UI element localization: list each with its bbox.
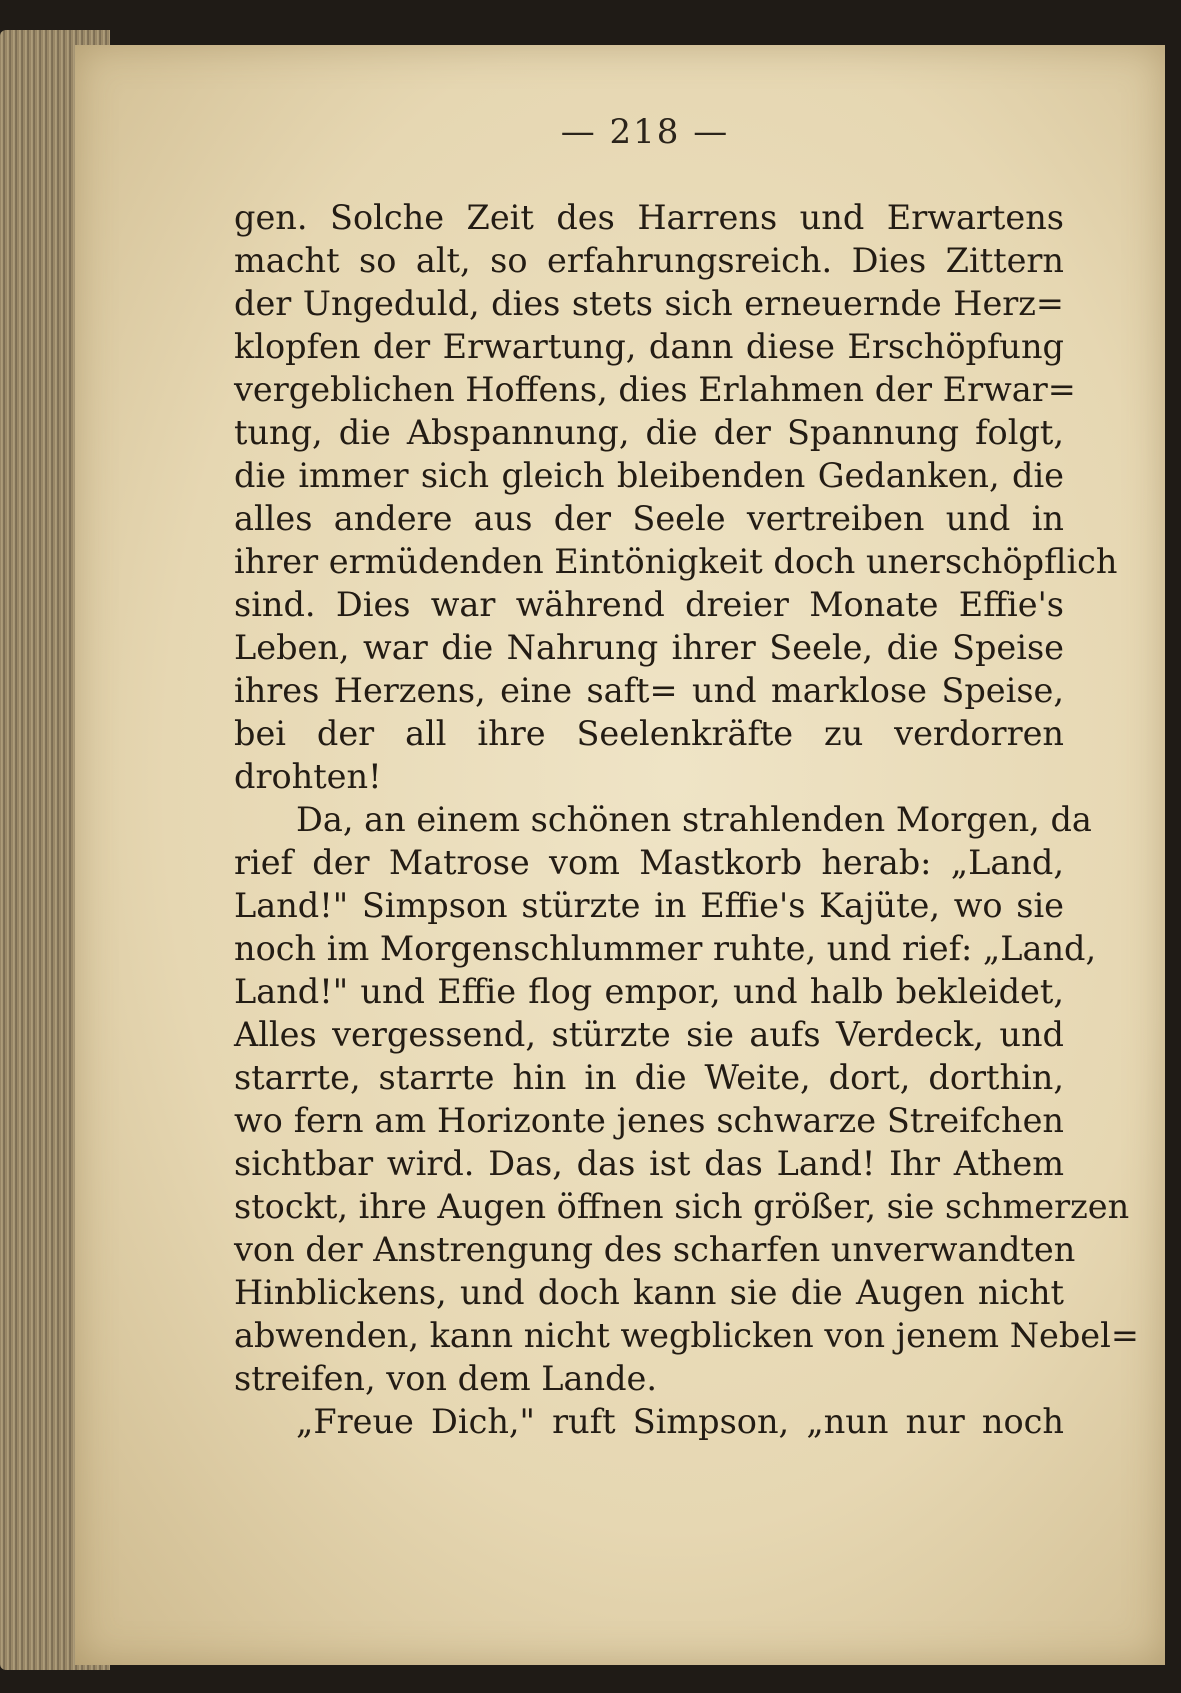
text-line: macht so alt, so erfahrungsreich. Dies Zittern: [234, 241, 1064, 280]
text-line: noch im Morgenschlummer ruhte, und rief: „Land,: [234, 929, 1097, 968]
text-line: „Freue Dich," ruft Simpson, „nun nur noch: [296, 1402, 1064, 1441]
text-line: alles andere aus der Seele vertreiben und in: [234, 499, 1064, 538]
body-text: [234, 196, 1139, 1443]
text-line: von der Anstrengung des scharfen unverwandten: [234, 1230, 1076, 1269]
text-line: Leben, war die Nahrung ihrer Seele, die Speise: [234, 628, 1064, 667]
text-line: der Ungeduld, dies stets sich erneuernde Herz=: [234, 284, 1064, 323]
text-line: wo fern am Horizonte jenes schwarze Streifchen: [234, 1101, 1064, 1140]
text-line: klopfen der Erwartung, dann diese Erschöpfung: [234, 327, 1064, 366]
text-line: Land!" Simpson stürzte in Effie's Kajüte, wo sie: [234, 886, 1064, 925]
text-line: gen. Solche Zeit des Harrens und Erwartens: [234, 198, 1064, 237]
text-line: drohten!: [234, 757, 382, 796]
text-line: Alles vergessend, stürzte sie aufs Verdeck, und: [234, 1015, 1064, 1054]
text-line: Hinblickens, und doch kann sie die Augen nicht: [234, 1273, 1064, 1312]
text-line: sichtbar wird. Das, das ist das Land! Ihr Athem: [234, 1144, 1064, 1183]
text-line: rief der Matrose vom Mastkorb herab: „Land,: [234, 843, 1064, 882]
text-line: ihrer ermüdenden Eintönigkeit doch unerschöpflich: [234, 542, 1118, 581]
text-line: vergeblichen Hoffens, dies Erlahmen der Erwar=: [234, 370, 1076, 409]
text-line: die immer sich gleich bleibenden Gedanken, die: [234, 456, 1064, 495]
text-line: starrte, starrte hin in die Weite, dort, dorthin,: [234, 1058, 1064, 1097]
text-line: abwenden, kann nicht wegblicken von jenem Nebel=: [234, 1316, 1139, 1355]
text-line: streifen, von dem Lande.: [234, 1359, 658, 1398]
page-number: — 218 —: [560, 112, 730, 152]
text-line: Da, an einem schönen strahlenden Morgen, da: [296, 800, 1092, 839]
text-line: sind. Dies war während dreier Monate Effie's: [234, 585, 1064, 624]
text-line: stockt, ihre Augen öffnen sich größer, sie schmerzen: [234, 1187, 1130, 1226]
text-line: Land!" und Effie flog empor, und halb bekleidet,: [234, 972, 1064, 1011]
text-line: bei der all ihre Seelenkräfte zu verdorren: [234, 714, 1064, 753]
text-line: tung, die Abspannung, die der Spannung folgt,: [234, 413, 1064, 452]
text-line: ihres Herzens, eine saft= und marklose Speise,: [234, 671, 1064, 710]
